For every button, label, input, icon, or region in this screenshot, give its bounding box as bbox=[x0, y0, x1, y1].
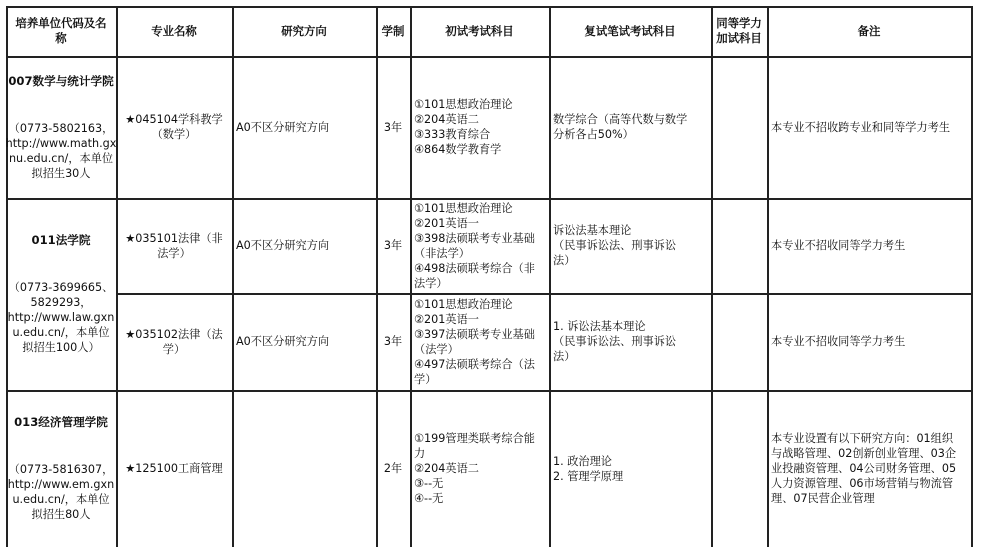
unit-name: 007数学与统计学院 bbox=[8, 73, 114, 88]
header-initial-exam: 初试考试科目 bbox=[445, 23, 514, 38]
header-unit: 培养单位代码及名 称 bbox=[15, 16, 107, 45]
retest-exam-cell: 1. 政治理论 2. 管理学原理 bbox=[553, 454, 624, 483]
direction-cell bbox=[232, 390, 376, 547]
major-cell: ★035102法律（法 学） bbox=[125, 327, 223, 356]
note-cell: 本专业不招收同等学力考生 bbox=[771, 239, 906, 252]
header-retest-exam: 复试笔试考试科目 bbox=[584, 23, 676, 38]
col-divider bbox=[971, 6, 973, 547]
direction-cell: A0不区分研究方向 bbox=[236, 335, 330, 348]
years-cell: 2年 bbox=[383, 462, 403, 475]
years-cell: 3年 bbox=[383, 239, 403, 252]
initial-exam-cell: ①199管理类联考综合能 力 ②204英语二 ③--无 ④--无 bbox=[414, 432, 535, 505]
initial-exam-cell: ①101思想政治理论 ②204英语二 ③333教育综合 ④864数学教育学 bbox=[414, 98, 513, 156]
unit-contact: （0773-3699665、 5829293， http://www.law.gxn u.edu.cn/，本单位 拟招生100人） bbox=[7, 281, 115, 354]
initial-exam-cell: ①101思想政治理论 ②201英语一 ③397法硕联考专业基础 （法学） ④497法硕联考综合（法 学） bbox=[414, 297, 535, 386]
note-cell: 本专业设置有以下研究方向：01组织 与战略管理、02创新创业管理、03企 业投融资管理、04公司财务管理、05 人力资源管理、06市场营销与物流管 理、07民营企业管理 bbox=[771, 432, 957, 505]
unit-name: 013经济管理学院 bbox=[14, 415, 108, 429]
retest-exam-cell: 数学综合（高等代数与数学 分析各占50%） bbox=[553, 113, 688, 141]
unit-contact: （0773-5816307， http://www.em.gxn u.edu.cn/，本单位 拟招生80人 bbox=[7, 463, 115, 521]
header-years: 学制 bbox=[381, 23, 405, 38]
major-cell: ★035101法律（非 法学） bbox=[125, 231, 223, 260]
unit-cell bbox=[6, 198, 116, 390]
retest-exam-cell: 诉讼法基本理论 （民事诉讼法、刑事诉讼 法） bbox=[553, 224, 677, 267]
unit-name: 011法学院 bbox=[31, 233, 91, 247]
header-note: 备注 bbox=[857, 23, 881, 38]
header-equivalent-exam: 同等学力 加试科目 bbox=[716, 16, 762, 45]
unit-cell bbox=[6, 56, 116, 198]
initial-exam-cell: ①101思想政治理论 ②201英语一 ③398法硕联考专业基础 （非法学） ④498法硕联考综合（非 法学） bbox=[414, 201, 535, 290]
retest-exam-cell: 1. 诉讼法基本理论 （民事诉讼法、刑事诉讼 法） bbox=[553, 320, 677, 363]
equivalent-exam-cell bbox=[711, 56, 767, 198]
direction-cell: A0不区分研究方向 bbox=[236, 120, 330, 134]
years-cell: 3年 bbox=[383, 335, 403, 348]
equivalent-exam-cell bbox=[711, 198, 767, 293]
unit-contact: （0773-5802163， http://www.math.gx nu.edu.cn/，本单位 拟招生30人 bbox=[5, 121, 117, 180]
equivalent-exam-cell bbox=[711, 293, 767, 390]
years-cell: 3年 bbox=[383, 120, 403, 134]
note-cell: 本专业不招收跨专业和同等学力考生 bbox=[771, 120, 951, 134]
unit-cell bbox=[6, 390, 116, 547]
header-major: 专业名称 bbox=[151, 23, 197, 38]
note-cell: 本专业不招收同等学力考生 bbox=[771, 335, 906, 348]
header-direction: 研究方向 bbox=[281, 23, 327, 38]
equivalent-exam-cell bbox=[711, 390, 767, 547]
major-cell: ★045104学科教学 （数学） bbox=[125, 113, 223, 141]
admissions-table bbox=[6, 6, 973, 547]
major-cell: ★125100工商管理 bbox=[125, 462, 223, 475]
direction-cell: A0不区分研究方向 bbox=[236, 239, 330, 252]
